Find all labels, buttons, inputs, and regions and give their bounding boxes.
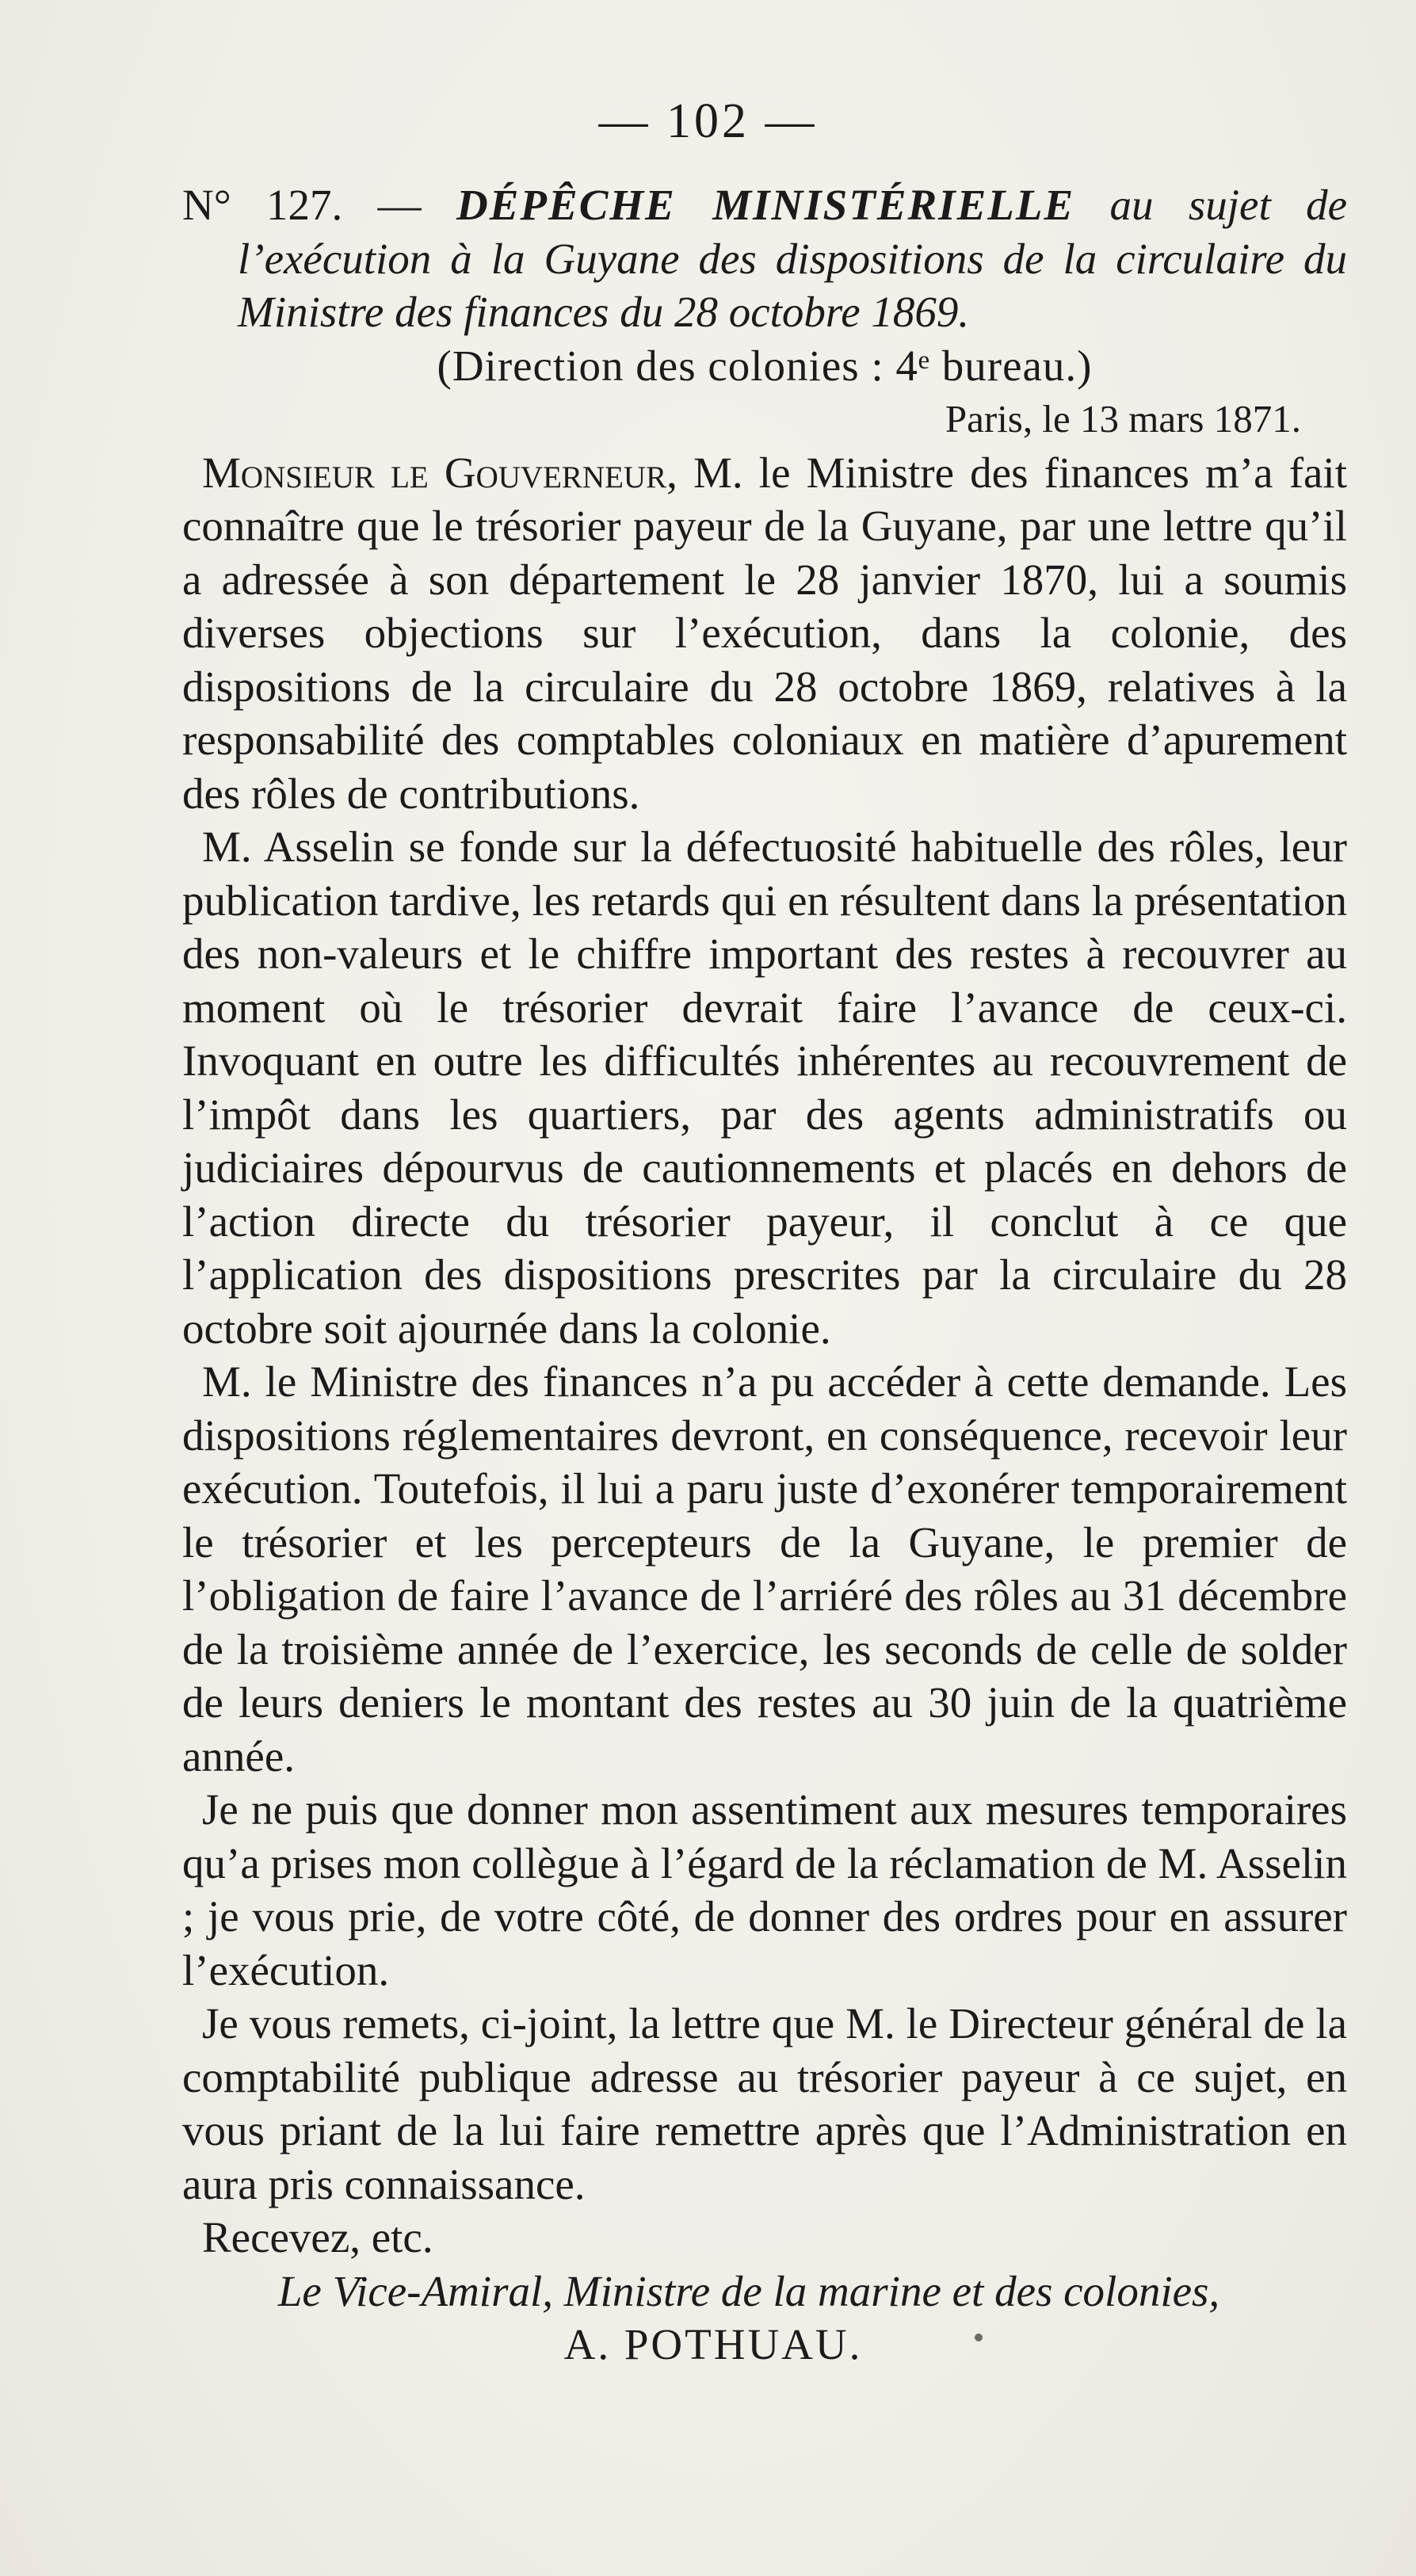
signature-title: Le Vice-Amiral, Ministre de la marine et des colonies, [277,2266,1220,2315]
paragraph-1-text: M. le Ministre des finances m’a fait connaître que le trésorier payeur de la Guyane, par une lettre qu’il a adressée à son département le 28 janvier 1870, lui a soumis diverses objections sur l’exécution, dans la colonie, des dispositions de la circulaire du 28 octobre 1869, relatives à la responsabilité des comptables coloniaux en matière d’apurement des rôles de contributions. [182,448,1347,818]
paragraph-2: M. Asselin se fonde sur la défectuosité habituelle des rôles, leur publication tardive, les retards qui en résultent dans la présentation des non-valeurs et le chiffre important des restes à recouvrer au moment où le trésorier devrait faire l’avance de ceux-ci. Invoquant en outre les difficultés inhérentes au recouvrement de l’impôt dans les quartiers, par des agents administratifs ou judiciaires dépourvus de cautionnements et placés en dehors de l’action directe du trésorier payeur, il conclut à ce que l’application des dispositions prescrites par la circulaire du 28 octobre soit ajournée dans la colonie. [182,822,1347,1353]
paragraph-1 [182,446,1347,821]
page-number: — 102 — [598,94,818,148]
document-heading [182,178,1347,339]
paragraph-5: Je vous remets, ci-joint, la lettre que M. le Directeur général de la comptabilité publique adresse au trésorier payeur à ce sujet, en vous priant de la lui faire remettre après que l’Administration en aura pris connaissance. [182,1999,1347,2208]
direction-line: (Direction des colonies : 4ᵉ bureau.) [437,341,1093,390]
paragraph-4: Je ne puis que donner mon assentiment aux mesures temporaires qu’a prises mon collègue à l’égard de la réclamation de M. Asselin ; je vous prie, de votre côté, de donner des ordres pour en assurer l’exécution. [182,1785,1347,1994]
paragraph-3: M. le Ministre des finances n’a pu accéder à cette demande. Les dispositions réglementaires devront, en conséquence, recevoir leur exécution. Toutefois, il lui a paru juste d’exonérer temporairement le trésorier et les percepteurs de la Guyane, le premier de l’obligation de faire l’avance de l’arriéré des rôles au 31 décembre de la troisième année de l’exercice, les seconds de celle de solder de leurs deniers le montant des restes au 30 juin de la quatrième année. [182,1357,1347,1780]
document-number: N° 127. — [182,181,457,229]
salutation: Monsieur le Gouverneur, [202,448,677,497]
dateline: Paris, le 13 mars 1871. [945,397,1301,441]
document-title: DÉPÊCHE MINISTÉRIELLE [456,181,1075,229]
document-body [182,178,1347,2372]
signature-name: A. POTHUAU. [563,2320,863,2368]
document-subject: au sujet de l’exécution à la Guyane des dispositions de la circulaire du Ministre des finances du 28 octobre 1869. [238,181,1347,336]
ink-speck [975,2334,983,2341]
closing-formula: Recevez, etc. [202,2213,433,2261]
